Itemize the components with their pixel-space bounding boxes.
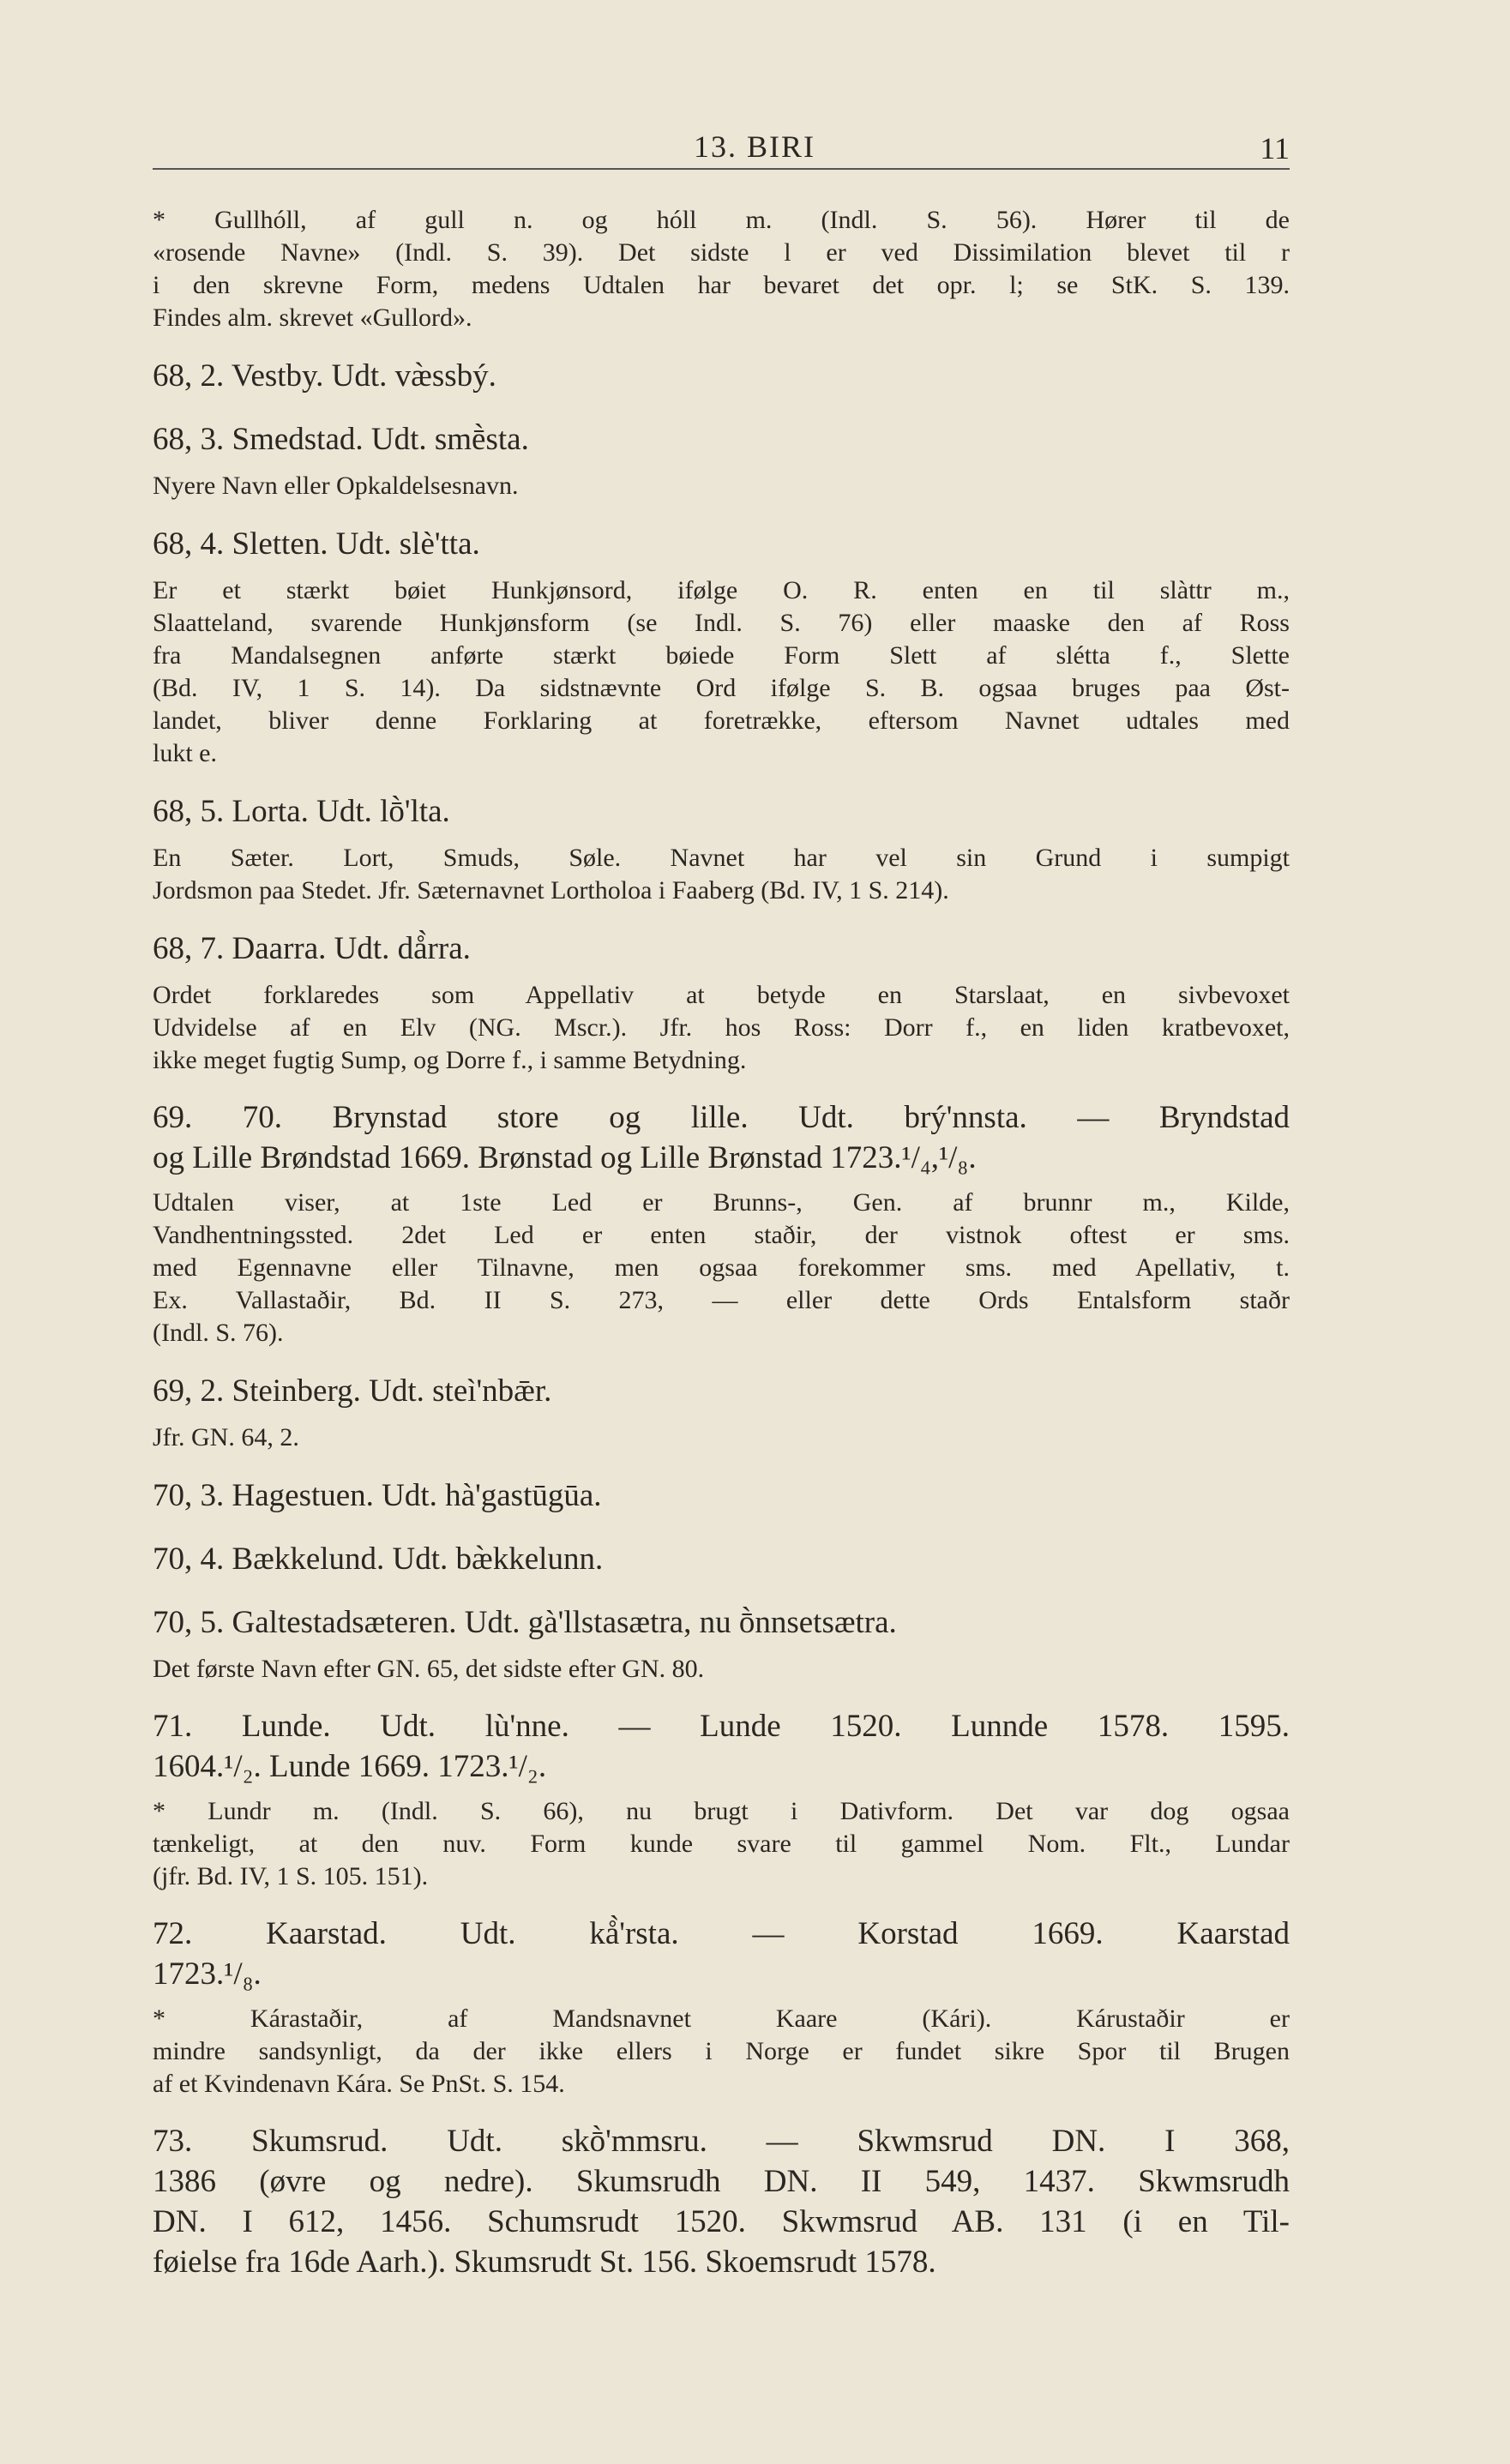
text-line: (jfr. Bd. IV, 1 S. 105. 151).	[153, 1862, 429, 1890]
entry-heading: 70, 4. Bækkelund. Udt. bæ̀kkelunn.	[153, 1542, 604, 1577]
text-line: * Kárastaðir, af Mandsnavnet Kaare (Kári). Kárustaðir er	[153, 2004, 1290, 2033]
entry-heading: 70, 5. Galtestadsæteren. Udt. gà'llstasætra, nu ṑnnsetsætra.	[153, 1605, 897, 1640]
text-line: lukt e.	[153, 739, 217, 767]
text-line: 73. Skumsrud. Udt. skṑ'mmsru. — Skwmsrud DN. I 368,	[153, 2124, 1290, 2159]
text-line: «rosende Navne» (Indl. S. 39). Det sidste l er ved Dissimilation blevet til r	[153, 238, 1290, 267]
entry-heading: 68, 4. Sletten. Udt. slè'tta.	[153, 526, 480, 562]
text-line: Slaatteland, svarende Hunkjønsform (se Indl. S. 76) eller maaske den af Ross	[153, 609, 1290, 637]
paragraph	[153, 1421, 1290, 1454]
body-text	[153, 195, 1290, 2282]
paragraph	[153, 979, 1290, 1077]
text-line: Jfr. GN. 64, 2.	[153, 1423, 299, 1451]
text-line: 71. Lunde. Udt. lù'nne. — Lunde 1520. Lunnde 1578. 1595.	[153, 1709, 1290, 1744]
running-header: 13. BIRI	[694, 129, 815, 164]
entry-paragraph	[153, 1914, 1290, 1994]
text-line: 1723.¹/₈.	[153, 1956, 262, 1992]
paragraph	[153, 1653, 1290, 1686]
text-line: Nyere Navn eller Opkaldelsesnavn.	[153, 472, 519, 500]
text-line: mindre sandsynligt, da der ikke ellers i Norge er fundet sikre Spor til Brugen	[153, 2037, 1290, 2065]
paragraph	[153, 470, 1290, 502]
text-line: af et Kvindenavn Kára. Se PnSt. S. 154.	[153, 2070, 565, 2098]
text-line: * Lundr m. (Indl. S. 66), nu brugt i Dativform. Det var dog ogsaa	[153, 1797, 1290, 1825]
entry-paragraph	[153, 1097, 1290, 1178]
paragraph	[153, 842, 1290, 907]
entry-heading: 70, 3. Hagestuen. Udt. hà'gastūgūa.	[153, 1478, 602, 1513]
text-line: 69. 70. Brynstad store og lille. Udt. brý'nnsta. — Bryndstad	[153, 1100, 1290, 1135]
header-rule	[153, 168, 1290, 170]
text-line: (Bd. IV, 1 S. 14). Da sidstnævnte Ord ifølge S. B. ogsaa bruges paa Øst-	[153, 674, 1290, 702]
text-line: landet, bliver denne Forklaring at foretrække, eftersom Navnet udtales med	[153, 706, 1290, 735]
text-line: Udvidelse af en Elv (NG. Mscr.). Jfr. hos Ross: Dorr f., en liden kratbevoxet,	[153, 1013, 1290, 1042]
text-line: Det første Navn efter GN. 65, det sidste efter GN. 80.	[153, 1655, 705, 1683]
text-line: og Lille Brøndstad 1669. Brønstad og Lille Brønstad 1723.¹/₄,¹/₈.	[153, 1140, 977, 1175]
text-line: Ex. Vallastaðir, Bd. II S. 273, — eller dette Ords Entalsform staðr	[153, 1286, 1290, 1314]
text-line: En Sæter. Lort, Smuds, Søle. Navnet har vel sin Grund i sumpigt	[153, 844, 1290, 872]
text-line: 1386 (øvre og nedre). Skumsrudh DN. II 549, 1437. Skwmsrudh	[153, 2164, 1290, 2199]
entry-heading: 68, 3. Smedstad. Udt. smḕsta.	[153, 422, 529, 457]
text-line: ikke meget fugtig Sump, og Dorre f., i samme Betydning.	[153, 1046, 747, 1074]
text-line: med Egennavne eller Tilnavne, men ogsaa forekommer sms. med Apellativ, t.	[153, 1253, 1290, 1282]
entry-heading: 68, 5. Lorta. Udt. lṑ'lta.	[153, 794, 450, 829]
entry-heading: 69, 2. Steinberg. Udt. steì'nbǣr.	[153, 1373, 552, 1409]
text-line: * Gullhóll, af gull n. og hóll m. (Indl. S. 56). Hører til de	[153, 206, 1290, 234]
paragraph	[153, 2003, 1290, 2100]
page-number: 11	[1260, 131, 1290, 165]
text-line: føielse fra 16de Aarh.). Skumsrudt St. 156. Skoemsrudt 1578.	[153, 2245, 936, 2280]
text-line: Findes alm. skrevet «Gullord».	[153, 303, 472, 332]
text-line: Jordsmon paa Stedet. Jfr. Sæternavnet Lortholoa i Faaberg (Bd. IV, 1 S. 214).	[153, 876, 949, 904]
text-line: Vandhentningssted. 2det Led er enten staðir, der vistnok oftest er sms.	[153, 1221, 1290, 1249]
text-line: fra Mandalsegnen anførte stærkt bøiede Form Slett af slétta f., Slette	[153, 641, 1290, 670]
paragraph	[153, 1187, 1290, 1349]
entry-heading: 68, 2. Vestby. Udt. væ̀ssbý.	[153, 358, 496, 394]
paragraph	[153, 204, 1290, 334]
text-line: Ordet forklaredes som Appellativ at betyde en Starslaat, en sivbevoxet	[153, 981, 1290, 1009]
paragraph	[153, 1795, 1290, 1893]
entry-heading: 68, 7. Daarra. Udt. då̀rra.	[153, 931, 471, 966]
paragraph	[153, 574, 1290, 770]
text-line: tænkeligt, at den nuv. Form kunde svare til gammel Nom. Flt., Lundar	[153, 1830, 1290, 1858]
text-line: Udtalen viser, at 1ste Led er Brunns-, Gen. af brunnr m., Kilde,	[153, 1188, 1290, 1217]
text-line: 72. Kaarstad. Udt. kå̀'rsta. — Korstad 1669. Kaarstad	[153, 1916, 1290, 1951]
entry-paragraph	[153, 1706, 1290, 1787]
text-line: DN. I 612, 1456. Schumsrudt 1520. Skwmsrud AB. 131 (i en Til-	[153, 2204, 1290, 2239]
text-line: 1604.¹/₂. Lunde 1669. 1723.¹/₂.	[153, 1749, 547, 1784]
text-line: (Indl. S. 76).	[153, 1319, 284, 1347]
text-line: Er et stærkt bøiet Hunkjønsord, ifølge O. R. enten en til slàttr m.,	[153, 576, 1290, 604]
text-line: i den skrevne Form, medens Udtalen har bevaret det opr. l; se StK. S. 139.	[153, 271, 1290, 299]
entry-paragraph	[153, 2121, 1290, 2282]
